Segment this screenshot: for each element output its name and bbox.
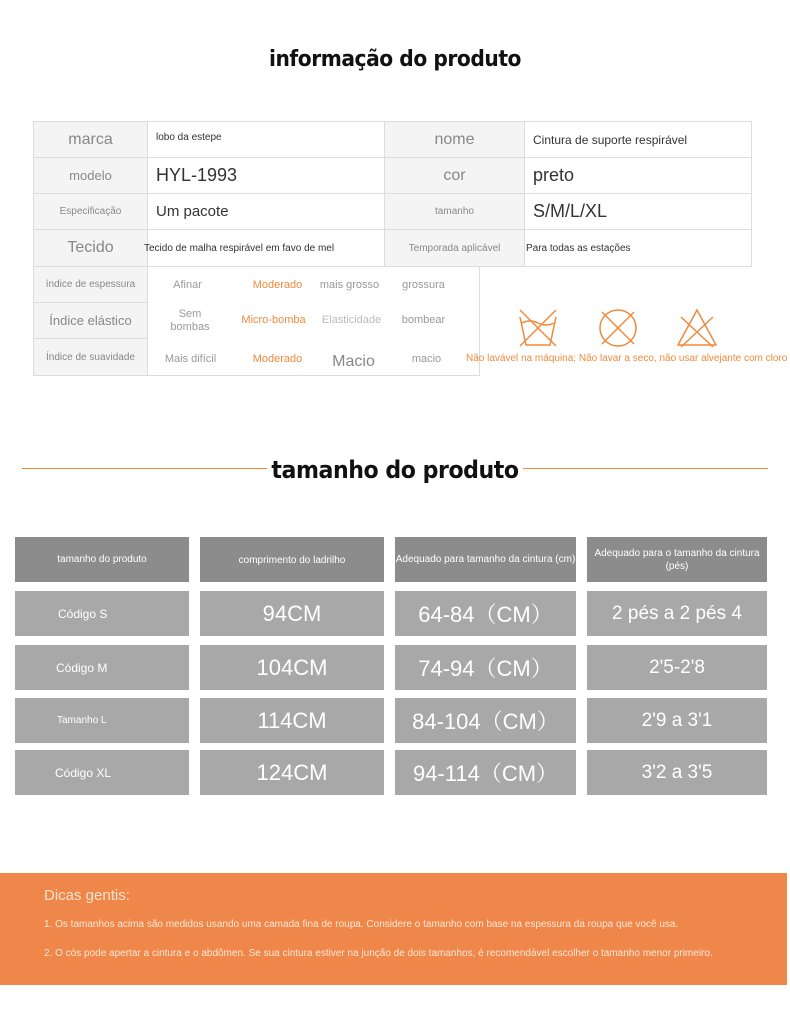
tip-item: 2. O cós pode apertar a cintura e o abdômen. Se sua cintura estiver na junção de dois tamanhos, é recomendável escolher o tamanho menor primeiro.	[44, 948, 713, 959]
info-label-size: tamanho	[384, 193, 525, 230]
index-option: macio	[411, 352, 442, 365]
info-label-name: nome	[384, 121, 525, 158]
size-header-length: comprimento do ladrilho	[200, 537, 384, 582]
tips-panel	[0, 873, 787, 985]
info-value-spec: Um pacote	[147, 193, 385, 230]
index-option-selected: Moderado	[252, 352, 303, 365]
size-length: 94CM	[200, 591, 384, 636]
size-section-title: tamanho do produto	[271, 456, 519, 484]
size-code: Código XL	[15, 750, 189, 795]
size-waist-cm: 84-104（CM）	[395, 698, 576, 743]
size-code: Código S	[15, 591, 189, 636]
info-value-color: preto	[524, 157, 752, 194]
size-code-text: Tamanho L	[57, 714, 107, 726]
size-waist-ft: 2'9 a 3'1	[587, 698, 767, 743]
info-value-model: HYL-1993	[147, 157, 385, 194]
index-option: Mais difícil	[164, 352, 217, 365]
size-waist-ft: 3'2 a 3'5	[587, 750, 767, 795]
tip-item: 1. Os tamanhos acima são medidos usando uma camada fina de roupa. Considere o tamanho com base na espessura da roupa que você usa.	[44, 919, 679, 930]
size-waist-ft: 2'5-2'8	[587, 645, 767, 690]
index-option: Macio	[332, 352, 375, 370]
size-code	[15, 698, 189, 743]
divider-right	[523, 468, 768, 469]
index-option: mais grosso	[319, 278, 380, 291]
size-waist-cm: 94-114（CM）	[395, 750, 576, 795]
info-value-season: Para todas as estações	[524, 229, 752, 267]
no-machine-wash-icon	[517, 307, 559, 349]
size-length: 114CM	[200, 698, 384, 743]
tips-title: Dicas gentis:	[44, 887, 130, 904]
info-value-fabric: Tecido de malha respirável em favo de mel	[136, 229, 385, 267]
size-header-waist-ft: Adequado para o tamanho da cintura (pés)	[587, 537, 767, 582]
index-option: Elasticidade	[321, 313, 382, 326]
size-waist-cm: 64-84（CM）	[395, 591, 576, 636]
size-length: 124CM	[200, 750, 384, 795]
index-option-selected: Micro-bomba	[241, 313, 306, 326]
size-waist-cm: 74-94（CM）	[395, 645, 576, 690]
info-label-fabric: Tecido	[33, 229, 148, 267]
size-header-waist-cm: Adequado para tamanho da cintura (cm)	[395, 537, 576, 582]
info-value-size: S/M/L/XL	[524, 193, 752, 230]
size-waist-ft: 2 pés a 2 pés 4	[587, 591, 767, 636]
info-section-title: informação do produto	[268, 47, 522, 72]
size-header-size: tamanho do produto	[15, 537, 189, 582]
size-code: Código M	[15, 645, 189, 690]
no-bleach-icon	[675, 307, 719, 349]
no-dry-clean-icon	[597, 307, 639, 349]
care-instructions: Não lavável na máquina; Não lavar a seco, não usar alvejante com cloro	[466, 353, 788, 364]
info-value-name: Cintura de suporte respirável	[524, 121, 752, 158]
info-label-model: modelo	[33, 157, 148, 194]
index-option: Sem bombas	[170, 308, 210, 333]
index-label-softness: Índice de suavidade	[33, 338, 148, 376]
size-length: 104CM	[200, 645, 384, 690]
index-option-selected: Moderado	[252, 278, 303, 291]
index-option: bombear	[401, 313, 446, 326]
info-value-brand: lobo da estepe	[147, 121, 385, 158]
index-label-thickness: índice de espessura	[33, 266, 148, 303]
index-label-elastic: Índice elástico	[33, 302, 148, 339]
info-label-season: Temporada aplicável	[384, 229, 525, 267]
index-option: Afinar	[173, 278, 202, 291]
index-option: grossura	[402, 278, 445, 291]
info-label-spec: Especificação	[33, 193, 148, 230]
info-label-brand: marca	[33, 121, 148, 158]
info-label-color: cor	[384, 157, 525, 194]
